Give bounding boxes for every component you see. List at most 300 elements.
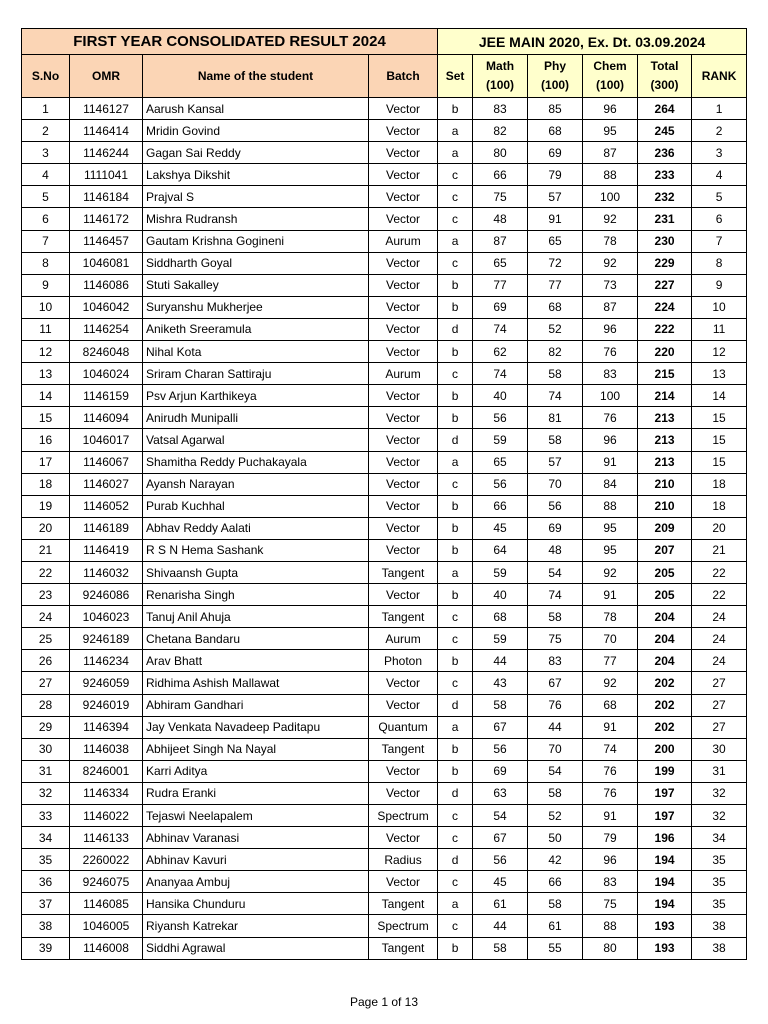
cell-chem: 91: [583, 451, 638, 473]
cell-sno: 31: [22, 760, 70, 782]
cell-rank: 6: [692, 208, 747, 230]
table-row: [22, 628, 747, 650]
cell-chem: 80: [583, 937, 638, 959]
cell-name: Gautam Krishna Gogineni: [143, 230, 369, 252]
cell-batch: Vector: [369, 164, 438, 186]
cell-set: c: [438, 164, 473, 186]
cell-rank: 31: [692, 760, 747, 782]
cell-omr: 1146234: [70, 650, 143, 672]
cell-phy: 54: [528, 561, 583, 583]
cell-sno: 4: [22, 164, 70, 186]
cell-chem: 88: [583, 915, 638, 937]
cell-sno: 39: [22, 937, 70, 959]
cell-math: 64: [473, 539, 528, 561]
cell-name: Lakshya Dikshit: [143, 164, 369, 186]
cell-phy: 55: [528, 937, 583, 959]
cell-set: c: [438, 186, 473, 208]
cell-phy: 91: [528, 208, 583, 230]
cell-sno: 8: [22, 252, 70, 274]
cell-total: 202: [638, 716, 692, 738]
cell-name: Aarush Kansal: [143, 98, 369, 120]
cell-rank: 13: [692, 363, 747, 385]
cell-sno: 9: [22, 274, 70, 296]
cell-set: c: [438, 473, 473, 495]
cell-set: a: [438, 120, 473, 142]
cell-omr: 1146052: [70, 495, 143, 517]
cell-chem: 78: [583, 230, 638, 252]
cell-sno: 3: [22, 142, 70, 164]
cell-batch: Vector: [369, 782, 438, 804]
cell-set: b: [438, 274, 473, 296]
cell-name: Abhiram Gandhari: [143, 694, 369, 716]
cell-name: Stuti Sakalley: [143, 274, 369, 296]
cell-math: 74: [473, 363, 528, 385]
cell-sno: 27: [22, 672, 70, 694]
cell-total: 224: [638, 296, 692, 318]
cell-rank: 32: [692, 782, 747, 804]
cell-total: 204: [638, 650, 692, 672]
cell-omr: 1146032: [70, 561, 143, 583]
cell-batch: Vector: [369, 760, 438, 782]
cell-sno: 7: [22, 230, 70, 252]
cell-phy: 57: [528, 451, 583, 473]
cell-set: b: [438, 760, 473, 782]
table-row: [22, 871, 747, 893]
cell-phy: 44: [528, 716, 583, 738]
cell-chem: 96: [583, 318, 638, 340]
cell-sno: 20: [22, 517, 70, 539]
cell-total: 200: [638, 738, 692, 760]
cell-total: 199: [638, 760, 692, 782]
header-rank: RANK: [692, 55, 747, 98]
cell-total: 205: [638, 584, 692, 606]
cell-omr: 9246059: [70, 672, 143, 694]
cell-batch: Vector: [369, 318, 438, 340]
cell-set: c: [438, 827, 473, 849]
cell-sno: 32: [22, 782, 70, 804]
cell-batch: Spectrum: [369, 805, 438, 827]
cell-omr: 1146189: [70, 517, 143, 539]
cell-rank: 2: [692, 120, 747, 142]
cell-math: 68: [473, 606, 528, 628]
cell-total: 194: [638, 893, 692, 915]
cell-phy: 58: [528, 893, 583, 915]
cell-omr: 1146394: [70, 716, 143, 738]
cell-rank: 4: [692, 164, 747, 186]
table-row: [22, 341, 747, 363]
cell-phy: 70: [528, 473, 583, 495]
cell-total: 202: [638, 672, 692, 694]
cell-batch: Vector: [369, 120, 438, 142]
cell-rank: 38: [692, 915, 747, 937]
cell-phy: 75: [528, 628, 583, 650]
cell-math: 58: [473, 937, 528, 959]
cell-omr: 1146419: [70, 539, 143, 561]
table-row: [22, 937, 747, 959]
cell-math: 82: [473, 120, 528, 142]
cell-math: 87: [473, 230, 528, 252]
cell-math: 61: [473, 893, 528, 915]
cell-phy: 54: [528, 760, 583, 782]
cell-phy: 68: [528, 296, 583, 318]
table-row: [22, 782, 747, 804]
cell-phy: 58: [528, 606, 583, 628]
cell-omr: 1146172: [70, 208, 143, 230]
cell-math: 83: [473, 98, 528, 120]
cell-math: 67: [473, 827, 528, 849]
cell-math: 66: [473, 495, 528, 517]
cell-phy: 58: [528, 429, 583, 451]
cell-math: 69: [473, 296, 528, 318]
cell-sno: 18: [22, 473, 70, 495]
cell-batch: Tangent: [369, 893, 438, 915]
cell-phy: 74: [528, 584, 583, 606]
cell-total: 209: [638, 517, 692, 539]
table-row: [22, 893, 747, 915]
cell-batch: Vector: [369, 871, 438, 893]
cell-chem: 95: [583, 539, 638, 561]
cell-rank: 34: [692, 827, 747, 849]
cell-batch: Vector: [369, 341, 438, 363]
cell-total: 230: [638, 230, 692, 252]
report-title: FIRST YEAR CONSOLIDATED RESULT 2024: [22, 29, 438, 55]
cell-chem: 68: [583, 694, 638, 716]
cell-math: 59: [473, 429, 528, 451]
cell-total: 220: [638, 341, 692, 363]
cell-name: Tejaswi Neelapalem: [143, 805, 369, 827]
cell-name: Ananyaa Ambuj: [143, 871, 369, 893]
cell-total: 197: [638, 805, 692, 827]
cell-set: b: [438, 937, 473, 959]
cell-set: c: [438, 606, 473, 628]
cell-batch: Vector: [369, 98, 438, 120]
cell-set: b: [438, 517, 473, 539]
cell-name: Vatsal Agarwal: [143, 429, 369, 451]
cell-set: b: [438, 407, 473, 429]
cell-omr: 9246019: [70, 694, 143, 716]
cell-rank: 24: [692, 628, 747, 650]
table-row: [22, 208, 747, 230]
cell-phy: 58: [528, 782, 583, 804]
cell-name: Prajval S: [143, 186, 369, 208]
cell-total: 236: [638, 142, 692, 164]
cell-rank: 35: [692, 871, 747, 893]
cell-math: 77: [473, 274, 528, 296]
cell-sno: 19: [22, 495, 70, 517]
cell-sno: 35: [22, 849, 70, 871]
cell-phy: 68: [528, 120, 583, 142]
cell-sno: 36: [22, 871, 70, 893]
cell-chem: 83: [583, 363, 638, 385]
cell-chem: 77: [583, 650, 638, 672]
cell-phy: 72: [528, 252, 583, 274]
cell-rank: 10: [692, 296, 747, 318]
cell-sno: 14: [22, 385, 70, 407]
cell-name: Purab Kuchhal: [143, 495, 369, 517]
cell-sno: 28: [22, 694, 70, 716]
cell-batch: Vector: [369, 827, 438, 849]
cell-name: Nihal Kota: [143, 341, 369, 363]
cell-name: Shamitha Reddy Puchakayala: [143, 451, 369, 473]
cell-omr: 1146457: [70, 230, 143, 252]
cell-math: 45: [473, 517, 528, 539]
cell-sno: 11: [22, 318, 70, 340]
cell-batch: Vector: [369, 694, 438, 716]
cell-name: Psv Arjun Karthikeya: [143, 385, 369, 407]
cell-rank: 22: [692, 561, 747, 583]
cell-chem: 95: [583, 120, 638, 142]
cell-sno: 12: [22, 341, 70, 363]
cell-phy: 48: [528, 539, 583, 561]
cell-chem: 92: [583, 561, 638, 583]
table-row: [22, 142, 747, 164]
table-row: [22, 274, 747, 296]
cell-name: Arav Bhatt: [143, 650, 369, 672]
cell-omr: 1046042: [70, 296, 143, 318]
cell-sno: 29: [22, 716, 70, 738]
cell-chem: 92: [583, 672, 638, 694]
cell-omr: 1146244: [70, 142, 143, 164]
cell-set: b: [438, 650, 473, 672]
table-row: [22, 694, 747, 716]
cell-name: Mridin Govind: [143, 120, 369, 142]
table-row: [22, 738, 747, 760]
cell-omr: 1111041: [70, 164, 143, 186]
cell-sno: 5: [22, 186, 70, 208]
cell-math: 40: [473, 584, 528, 606]
cell-math: 66: [473, 164, 528, 186]
cell-rank: 15: [692, 407, 747, 429]
cell-name: Anirudh Munipalli: [143, 407, 369, 429]
table-row: [22, 517, 747, 539]
cell-sno: 10: [22, 296, 70, 318]
cell-set: a: [438, 451, 473, 473]
cell-chem: 92: [583, 208, 638, 230]
cell-total: 264: [638, 98, 692, 120]
cell-batch: Vector: [369, 296, 438, 318]
cell-math: 56: [473, 738, 528, 760]
cell-sno: 17: [22, 451, 70, 473]
cell-omr: 1146038: [70, 738, 143, 760]
cell-phy: 69: [528, 142, 583, 164]
table-row: [22, 451, 747, 473]
cell-math: 80: [473, 142, 528, 164]
table-row: [22, 805, 747, 827]
cell-batch: Tangent: [369, 561, 438, 583]
cell-set: b: [438, 341, 473, 363]
cell-phy: 77: [528, 274, 583, 296]
cell-name: Abhinav Varanasi: [143, 827, 369, 849]
cell-set: b: [438, 584, 473, 606]
cell-rank: 3: [692, 142, 747, 164]
cell-math: 44: [473, 915, 528, 937]
cell-set: b: [438, 98, 473, 120]
cell-set: d: [438, 694, 473, 716]
cell-sno: 1: [22, 98, 70, 120]
cell-batch: Vector: [369, 584, 438, 606]
cell-set: a: [438, 142, 473, 164]
table-row: [22, 473, 747, 495]
cell-set: d: [438, 429, 473, 451]
cell-phy: 52: [528, 805, 583, 827]
cell-omr: 1146094: [70, 407, 143, 429]
cell-omr: 1046017: [70, 429, 143, 451]
header-omr: OMR: [70, 55, 143, 98]
cell-phy: 83: [528, 650, 583, 672]
table-row: [22, 606, 747, 628]
table-row: [22, 385, 747, 407]
cell-math: 75: [473, 186, 528, 208]
cell-name: Abhinav Kavuri: [143, 849, 369, 871]
cell-total: 202: [638, 694, 692, 716]
cell-set: a: [438, 716, 473, 738]
cell-name: Ridhima Ashish Mallawat: [143, 672, 369, 694]
cell-chem: 70: [583, 628, 638, 650]
cell-total: 204: [638, 628, 692, 650]
cell-name: Aniketh Sreeramula: [143, 318, 369, 340]
cell-sno: 15: [22, 407, 70, 429]
cell-omr: 9246086: [70, 584, 143, 606]
cell-phy: 57: [528, 186, 583, 208]
cell-sno: 22: [22, 561, 70, 583]
cell-name: Shivaansh Gupta: [143, 561, 369, 583]
cell-total: 213: [638, 429, 692, 451]
cell-batch: Vector: [369, 429, 438, 451]
cell-name: Suryanshu Mukherjee: [143, 296, 369, 318]
cell-rank: 15: [692, 429, 747, 451]
cell-phy: 42: [528, 849, 583, 871]
cell-omr: 1046005: [70, 915, 143, 937]
results-table: [21, 28, 747, 960]
cell-batch: Vector: [369, 451, 438, 473]
cell-chem: 87: [583, 296, 638, 318]
cell-batch: Tangent: [369, 937, 438, 959]
cell-rank: 35: [692, 849, 747, 871]
header-math: Math (100): [473, 55, 528, 98]
cell-total: 213: [638, 451, 692, 473]
cell-math: 62: [473, 341, 528, 363]
header-sno: S.No: [22, 55, 70, 98]
cell-set: c: [438, 252, 473, 274]
cell-rank: 7: [692, 230, 747, 252]
cell-set: d: [438, 318, 473, 340]
header-total: Total (300): [638, 55, 692, 98]
cell-math: 54: [473, 805, 528, 827]
cell-sno: 16: [22, 429, 70, 451]
cell-rank: 18: [692, 473, 747, 495]
cell-omr: 1146133: [70, 827, 143, 849]
cell-name: Siddharth Goyal: [143, 252, 369, 274]
cell-batch: Vector: [369, 252, 438, 274]
cell-chem: 78: [583, 606, 638, 628]
cell-batch: Vector: [369, 517, 438, 539]
table-row: [22, 230, 747, 252]
cell-phy: 67: [528, 672, 583, 694]
cell-set: d: [438, 782, 473, 804]
cell-chem: 73: [583, 274, 638, 296]
cell-omr: 8246001: [70, 760, 143, 782]
cell-rank: 24: [692, 606, 747, 628]
cell-phy: 56: [528, 495, 583, 517]
cell-set: c: [438, 871, 473, 893]
cell-name: Mishra Rudransh: [143, 208, 369, 230]
cell-sno: 13: [22, 363, 70, 385]
cell-set: a: [438, 893, 473, 915]
cell-total: 233: [638, 164, 692, 186]
cell-phy: 69: [528, 517, 583, 539]
cell-omr: 1146027: [70, 473, 143, 495]
header-chem: Chem (100): [583, 55, 638, 98]
cell-phy: 52: [528, 318, 583, 340]
cell-omr: 1046024: [70, 363, 143, 385]
header-batch: Batch: [369, 55, 438, 98]
cell-set: b: [438, 495, 473, 517]
cell-chem: 92: [583, 252, 638, 274]
cell-rank: 30: [692, 738, 747, 760]
cell-rank: 32: [692, 805, 747, 827]
cell-batch: Aurum: [369, 230, 438, 252]
cell-batch: Vector: [369, 672, 438, 694]
cell-chem: 100: [583, 186, 638, 208]
cell-set: c: [438, 805, 473, 827]
cell-batch: Photon: [369, 650, 438, 672]
cell-total: 213: [638, 407, 692, 429]
cell-math: 56: [473, 473, 528, 495]
cell-set: b: [438, 296, 473, 318]
cell-rank: 38: [692, 937, 747, 959]
cell-rank: 24: [692, 650, 747, 672]
cell-chem: 95: [583, 517, 638, 539]
cell-rank: 20: [692, 517, 747, 539]
cell-total: 207: [638, 539, 692, 561]
table-row: [22, 252, 747, 274]
cell-batch: Tangent: [369, 738, 438, 760]
cell-omr: 1146127: [70, 98, 143, 120]
header-name: Name of the student: [143, 55, 369, 98]
cell-total: 204: [638, 606, 692, 628]
cell-total: 194: [638, 849, 692, 871]
cell-phy: 79: [528, 164, 583, 186]
cell-omr: 1046081: [70, 252, 143, 274]
cell-total: 231: [638, 208, 692, 230]
cell-chem: 91: [583, 805, 638, 827]
cell-rank: 35: [692, 893, 747, 915]
cell-total: 205: [638, 561, 692, 583]
cell-rank: 9: [692, 274, 747, 296]
table-row: [22, 98, 747, 120]
cell-omr: 1146159: [70, 385, 143, 407]
cell-name: Sriram Charan Sattiraju: [143, 363, 369, 385]
table-row: [22, 561, 747, 583]
cell-phy: 50: [528, 827, 583, 849]
cell-sno: 21: [22, 539, 70, 561]
cell-phy: 82: [528, 341, 583, 363]
cell-total: 193: [638, 915, 692, 937]
cell-chem: 76: [583, 760, 638, 782]
cell-name: Ayansh Narayan: [143, 473, 369, 495]
table-row: [22, 164, 747, 186]
cell-rank: 27: [692, 716, 747, 738]
cell-math: 65: [473, 451, 528, 473]
table-row: [22, 827, 747, 849]
cell-omr: 1146334: [70, 782, 143, 804]
cell-math: 56: [473, 407, 528, 429]
cell-batch: Vector: [369, 407, 438, 429]
cell-total: 215: [638, 363, 692, 385]
cell-omr: 1146254: [70, 318, 143, 340]
cell-math: 67: [473, 716, 528, 738]
cell-chem: 76: [583, 341, 638, 363]
